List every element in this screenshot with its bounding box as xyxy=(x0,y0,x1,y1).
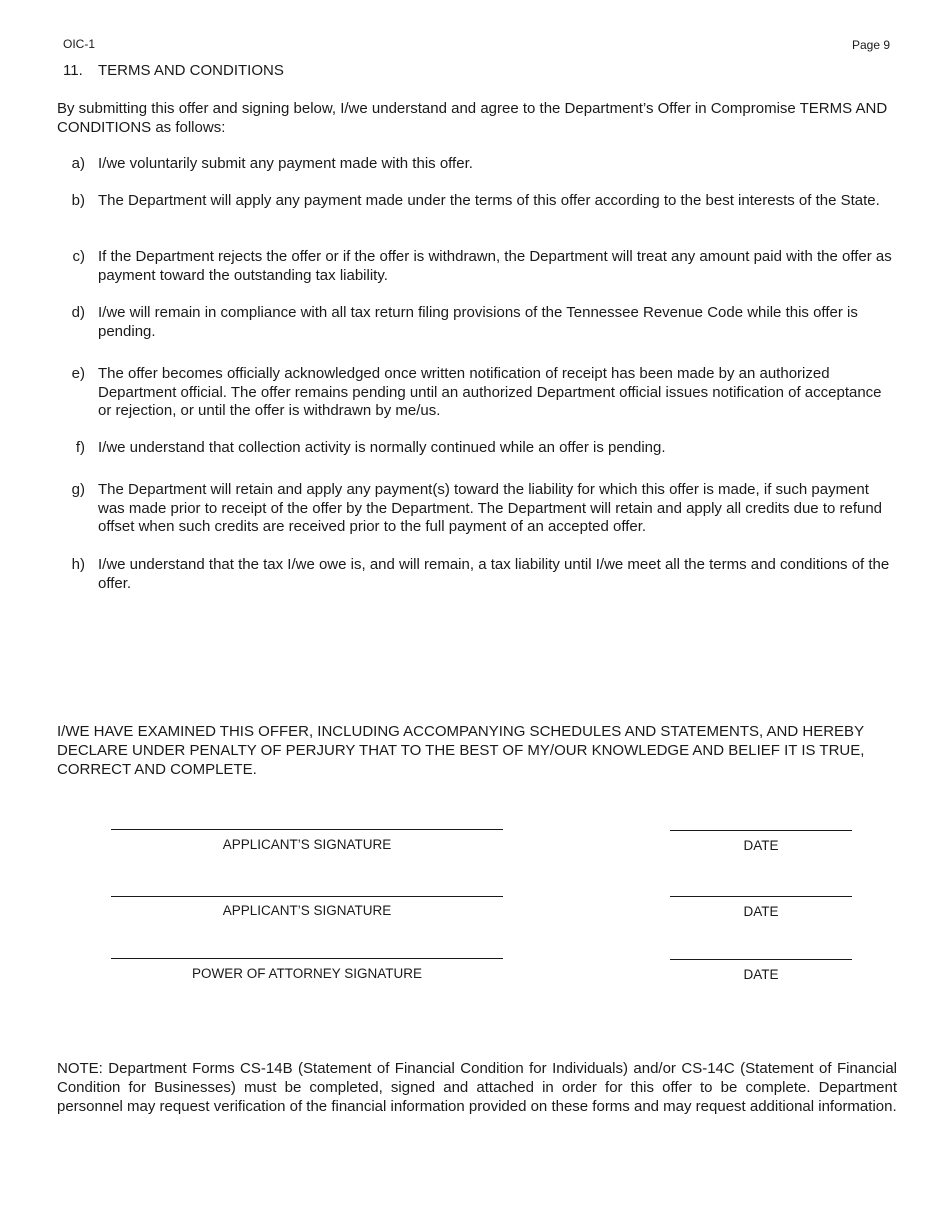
form-id: OIC-1 xyxy=(63,37,96,51)
section-title-text: TERMS AND CONDITIONS xyxy=(98,62,284,79)
term-letter: c) xyxy=(72,248,85,265)
poa-signature-label: POWER OF ATTORNEY SIGNATURE xyxy=(191,966,423,981)
term-text: The Department will retain and apply any payment(s) toward the liability for which this offer is made, if such payment was made prior to receipt of the offer by the Department. The Department will retain and apply all credits due to refund offset when such credits are received prior to the full payment of an accepted offer. xyxy=(98,481,883,535)
term-letter: a) xyxy=(71,155,85,172)
term-text: I/we understand that collection activity is normally continued while an offer is pending. xyxy=(98,439,666,456)
intro-paragraph: By submitting this offer and signing below, I/we understand and agree to the Department’s Offer in Compromise TERMS AND CONDITIONS as follows: xyxy=(57,100,888,136)
term-item xyxy=(57,556,892,593)
term-text: I/we understand that the tax I/we owe is, and will remain, a tax liability until I/we meet all the terms and conditions of the offer. xyxy=(98,556,890,592)
term-item xyxy=(57,439,892,458)
term-letter: d) xyxy=(71,304,85,321)
term-item xyxy=(57,248,892,285)
applicant-signature-line[interactable] xyxy=(111,829,503,830)
applicant-signature-label: APPLICANT’S SIGNATURE xyxy=(222,837,392,852)
applicant-signature-label: APPLICANT’S SIGNATURE xyxy=(222,903,392,918)
date-line[interactable] xyxy=(670,896,852,897)
section-title xyxy=(63,62,284,79)
term-letter: h) xyxy=(71,556,85,573)
poa-signature-line[interactable] xyxy=(111,958,503,959)
term-letter: e) xyxy=(71,365,85,382)
term-item xyxy=(57,192,892,211)
applicant-signature-line[interactable] xyxy=(111,896,503,897)
section-number: 11. xyxy=(63,62,83,79)
term-letter: g) xyxy=(71,481,85,498)
term-item xyxy=(57,481,892,537)
date-label: DATE xyxy=(743,967,779,982)
term-letter: f) xyxy=(75,439,85,456)
perjury-declaration: I/WE HAVE EXAMINED THIS OFFER, INCLUDING ACCOMPANYING SCHEDULES AND STATEMENTS, AND HEREBY DECLARE UNDER PENALTY OF PERJURY THAT TO THE BEST OF MY/OUR KNOWLEDGE AND BELIEF IT IS TRUE, CORRECT AND COMPLETE. xyxy=(57,723,865,778)
term-text: If the Department rejects the offer or if the offer is withdrawn, the Department will treat any amount paid with the offer as payment toward the outstanding tax liability. xyxy=(98,248,892,284)
note-paragraph: NOTE: Department Forms CS-14B (Statement of Financial Condition for Individuals) and/or CS-14C (Statement of Financial Condition for Businesses) must be completed, signed and attached in order for this offer to be complete. Department personnel may request verification of the financial information provided on these forms and may request additional information. xyxy=(57,1060,897,1115)
term-text: The offer becomes officially acknowledged once written notification of receipt has been made by an authorized Department official. The offer remains pending until an authorized Department official issues notification of acceptance or rejection, or until the offer is withdrawn by me/us. xyxy=(98,365,882,419)
page-number: Page 9 xyxy=(852,38,891,52)
date-label: DATE xyxy=(743,904,779,919)
date-line[interactable] xyxy=(670,959,852,960)
term-item xyxy=(57,155,892,174)
term-text: I/we will remain in compliance with all tax return filing provisions of the Tennessee Revenue Code while this offer is pending. xyxy=(98,304,858,340)
term-item xyxy=(57,365,892,421)
term-text: I/we voluntarily submit any payment made with this offer. xyxy=(98,155,473,172)
term-item xyxy=(57,304,892,341)
date-line[interactable] xyxy=(670,830,852,831)
term-letter: b) xyxy=(71,192,85,209)
date-label: DATE xyxy=(743,838,779,853)
term-text: The Department will apply any payment made under the terms of this offer according to the best interests of the State. xyxy=(98,192,880,209)
